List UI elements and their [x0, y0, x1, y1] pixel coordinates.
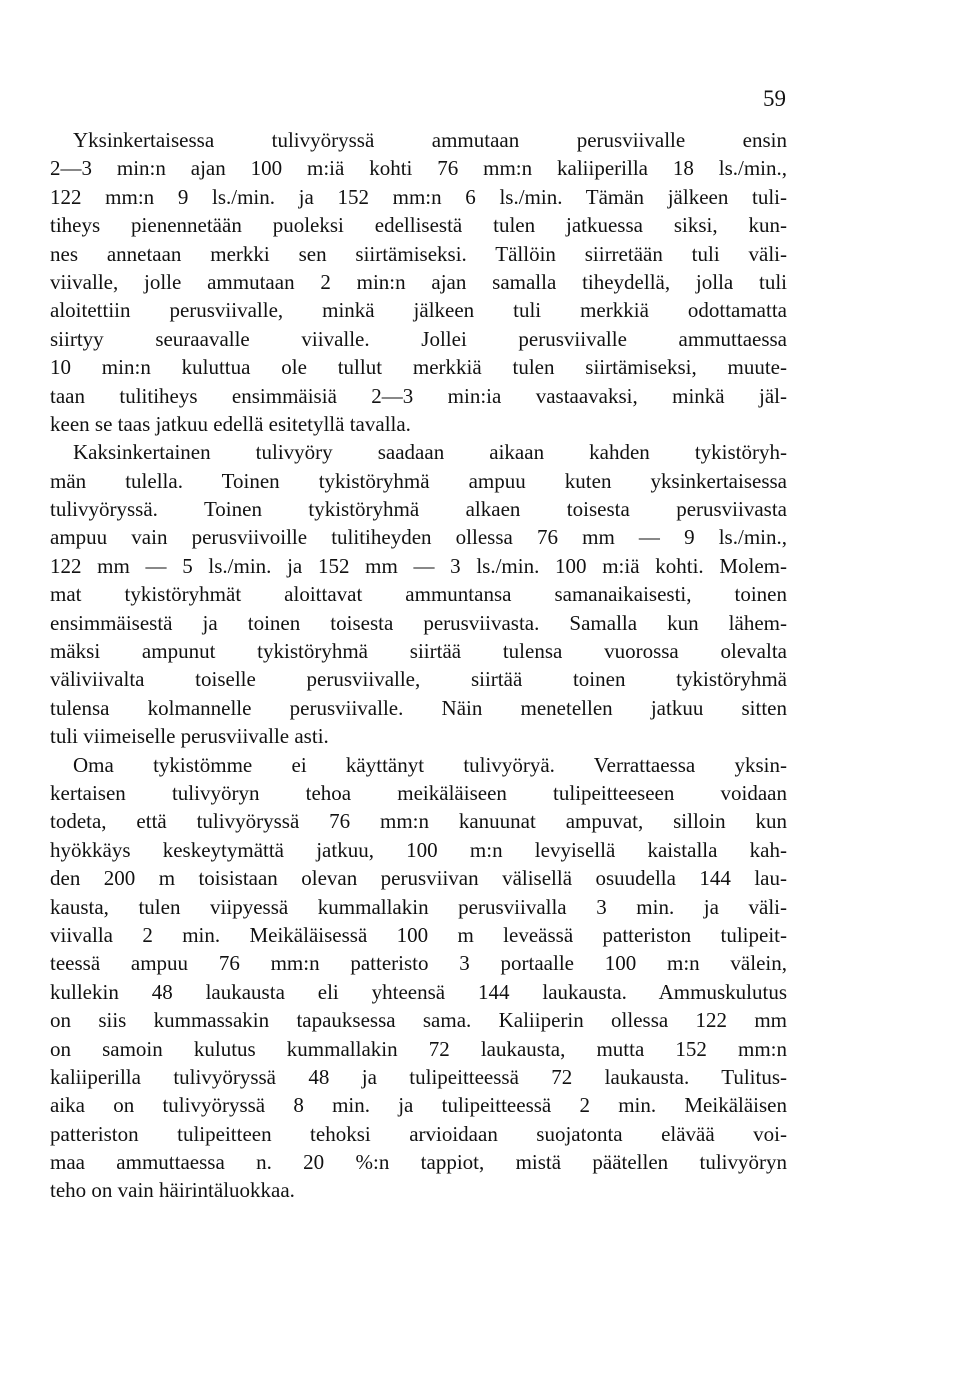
text-line: on siis kummassakin tapauksessa sama. Kaliiperin ollessa 122 mm: [50, 1008, 787, 1033]
text-line: viivalle, jolle ammutaan 2 min:n ajan samalla tiheydellä, jolla tuli: [50, 269, 787, 294]
text-line: ensimmäisestä ja toinen toisesta perusviivasta. Samalla kun lähem-: [50, 610, 787, 635]
text-line: tulivyöryssä. Toinen tykistöryhmä alkaen toisesta perusviivasta: [50, 497, 787, 522]
page-number: 59: [763, 86, 786, 111]
text-line: nes annetaan merkki sen siirtämiseksi. Tällöin siirretään tuli väli-: [50, 241, 787, 266]
text-line: män tulella. Toinen tykistöryhmä ampuu kuten yksinkertaisessa: [50, 468, 787, 493]
text-line: taan tulitiheys ensimmäisiä 2—3 min:ia vastaavaksi, minkä jäl-: [50, 383, 787, 408]
text-line: 122 mm — 5 ls./min. ja 152 mm — 3 ls./min. 100 m:iä kohti. Molem-: [50, 553, 787, 578]
text-line: viivalla 2 min. Meikäläisessä 100 m leveässä patteriston tulipeit-: [50, 922, 787, 947]
text-line: den 200 m toisistaan olevan perusviivan välisellä osuudella 144 lau-: [50, 866, 787, 891]
text-line: teessä ampuu 76 mm:n patteristo 3 portaalle 100 m:n välein,: [50, 951, 787, 976]
paragraph: [50, 126, 787, 438]
text-line: tulensa kolmannelle perusviivalle. Näin menetellen jatkuu sitten: [50, 695, 787, 720]
text-line: kullekin 48 laukausta eli yhteensä 144 laukausta. Ammuskulutus: [50, 979, 787, 1004]
text-line: tiheys pienennetään puoleksi edellisestä tulen jatkuessa siksi, kun-: [50, 213, 787, 238]
text-line: väliviivalta toiselle perusviivalle, siirtää toinen tykistöryhmä: [50, 667, 787, 692]
text-line: maa ammuttaessa n. 20 %:n tappiot, mistä päätellen tulivyöryn: [50, 1150, 787, 1175]
text-line: Kaksinkertainen tulivyöry saadaan aikaan kahden tykistöryh-: [73, 440, 787, 465]
text-line: aika on tulivyöryssä 8 min. ja tulipeitteessä 2 min. Meikäläisen: [50, 1093, 787, 1118]
text-line: Oma tykistömme ei käyttänyt tulivyöryä. Verrattaessa yksin-: [73, 752, 787, 777]
text-line: kertaisen tulivyöryn tehoa meikäläiseen tulipeitteeseen voidaan: [50, 780, 787, 805]
text-line: tuli viimeiselle perusviivalle asti.: [50, 724, 329, 749]
text-line: 10 min:n kuluttua ole tullut merkkiä tulen siirtämiseksi, muute-: [50, 355, 787, 380]
body-text: [50, 126, 787, 1205]
text-line: mäksi ampunut tykistöryhmä siirtää tulensa vuorossa olevalta: [50, 639, 787, 664]
text-line: Yksinkertaisessa tulivyöryssä ammutaan perusviivalle ensin: [73, 128, 787, 152]
text-line: todeta, että tulivyöryssä 76 mm:n kanuunat ampuvat, silloin kun: [50, 809, 787, 834]
text-line: mat tykistöryhmät aloittavat ammuntansa samanaikaisesti, toinen: [50, 582, 787, 607]
text-line: teho on vain häirintäluokkaa.: [50, 1178, 295, 1203]
text-line: siirtyy seuraavalle viivalle. Jollei perusviivalle ammuttaessa: [50, 326, 787, 351]
text-line: keen se taas jatkuu edellä esitetyllä tavalla.: [50, 411, 411, 436]
text-line: 122 mm:n 9 ls./min. ja 152 mm:n 6 ls./min. Tämän jälkeen tuli-: [50, 184, 787, 209]
text-line: on samoin kulutus kummallakin 72 laukausta, mutta 152 mm:n: [50, 1036, 787, 1061]
text-line: kaliiperilla tulivyöryssä 48 ja tulipeitteessä 72 laukausta. Tulitus-: [50, 1064, 787, 1089]
paragraph: [50, 751, 787, 1205]
text-line: ampuu vain perusviivoille tulitiheyden ollessa 76 mm — 9 ls./min.,: [50, 525, 787, 550]
text-line: patteriston tulipeitteen tehoksi arvioidaan suojatonta elävää voi-: [50, 1121, 787, 1146]
text-line: kausta, tulen viipyessä kummallakin perusviivalla 3 min. ja väli-: [50, 894, 787, 919]
text-line: aloitettiin perusviivalle, minkä jälkeen tuli merkkiä odottamatta: [50, 298, 787, 323]
text-line: 2—3 min:n ajan 100 m:iä kohti 76 mm:n kaliiperilla 18 ls./min.,: [50, 156, 787, 181]
text-line: hyökkäys keskeytymättä jatkuu, 100 m:n levyisellä kaistalla kah-: [50, 837, 787, 862]
paragraph: [50, 438, 787, 750]
